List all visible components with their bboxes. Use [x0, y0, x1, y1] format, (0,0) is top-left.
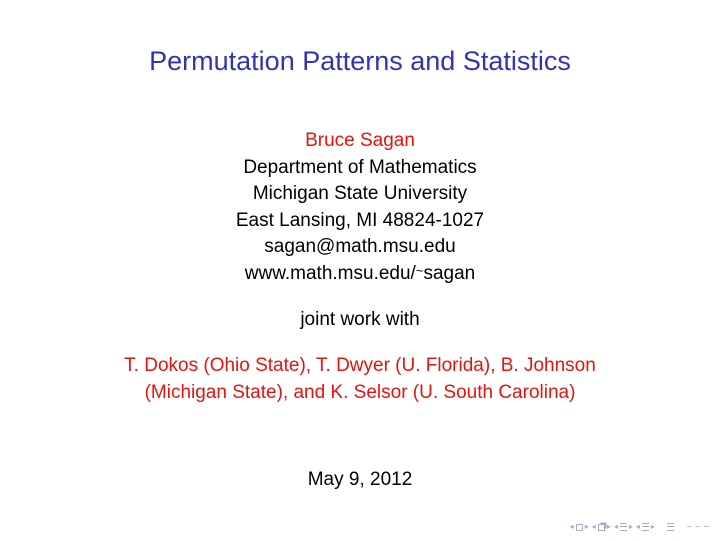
presentation-date: May 9, 2012 [307, 469, 413, 490]
coauthors [0, 352, 720, 406]
subsection-forward-icon[interactable]: ▸ [606, 522, 611, 531]
website-tilde: ~ [415, 262, 424, 278]
section-forward-icon[interactable]: ▸ [628, 522, 633, 531]
author-address: East Lansing, MI 48824-1027 [235, 209, 485, 231]
author-block [0, 128, 720, 288]
author-website [0, 261, 720, 289]
back-icon[interactable]: ∽ [703, 522, 710, 531]
author-email: sagan@math.msu.edu [264, 236, 456, 257]
toc-icon[interactable] [667, 523, 674, 531]
author-university: Michigan State University [252, 183, 468, 204]
slide-back-icon[interactable]: ◂ [635, 522, 640, 531]
slide-nav-group [636, 523, 655, 531]
website-prefix: www.math.msu.edu/ [244, 262, 416, 284]
author-name: Bruce Sagan [305, 130, 415, 151]
slide-forward-icon[interactable]: ▸ [650, 522, 655, 531]
joint-work-label: joint work with [300, 309, 420, 330]
subsection-icon[interactable] [598, 524, 605, 531]
subsection-back-icon[interactable]: ◂ [591, 522, 596, 531]
author-department: Department of Mathematics [243, 156, 477, 178]
slide-title: Permutation Patterns and Statistics [149, 46, 571, 76]
section-icon[interactable] [620, 523, 627, 531]
coauthors-line-1: T. Dokos (Ohio State), T. Dwyer (U. Florida), B. Johnson [124, 355, 596, 376]
section-back-icon[interactable]: ◂ [613, 522, 618, 531]
section-nav-group [614, 523, 633, 531]
website-suffix: sagan [423, 262, 476, 284]
zoom-icon[interactable]: ∽ [694, 522, 702, 531]
frame-nav-group [570, 523, 589, 531]
slide-icon[interactable] [642, 523, 649, 531]
subsection-nav-group [592, 523, 611, 531]
coauthors-line-2: (Michigan State), and K. Selsor (U. South Carolina) [144, 382, 576, 403]
search-icon[interactable]: ∽ [685, 522, 693, 531]
frame-icon[interactable] [576, 524, 583, 531]
frame-forward-icon[interactable]: ▸ [584, 522, 589, 531]
beamer-navigation-bar [570, 520, 710, 534]
search-nav-group [686, 523, 710, 531]
frame-back-icon[interactable]: ◂ [569, 522, 574, 531]
